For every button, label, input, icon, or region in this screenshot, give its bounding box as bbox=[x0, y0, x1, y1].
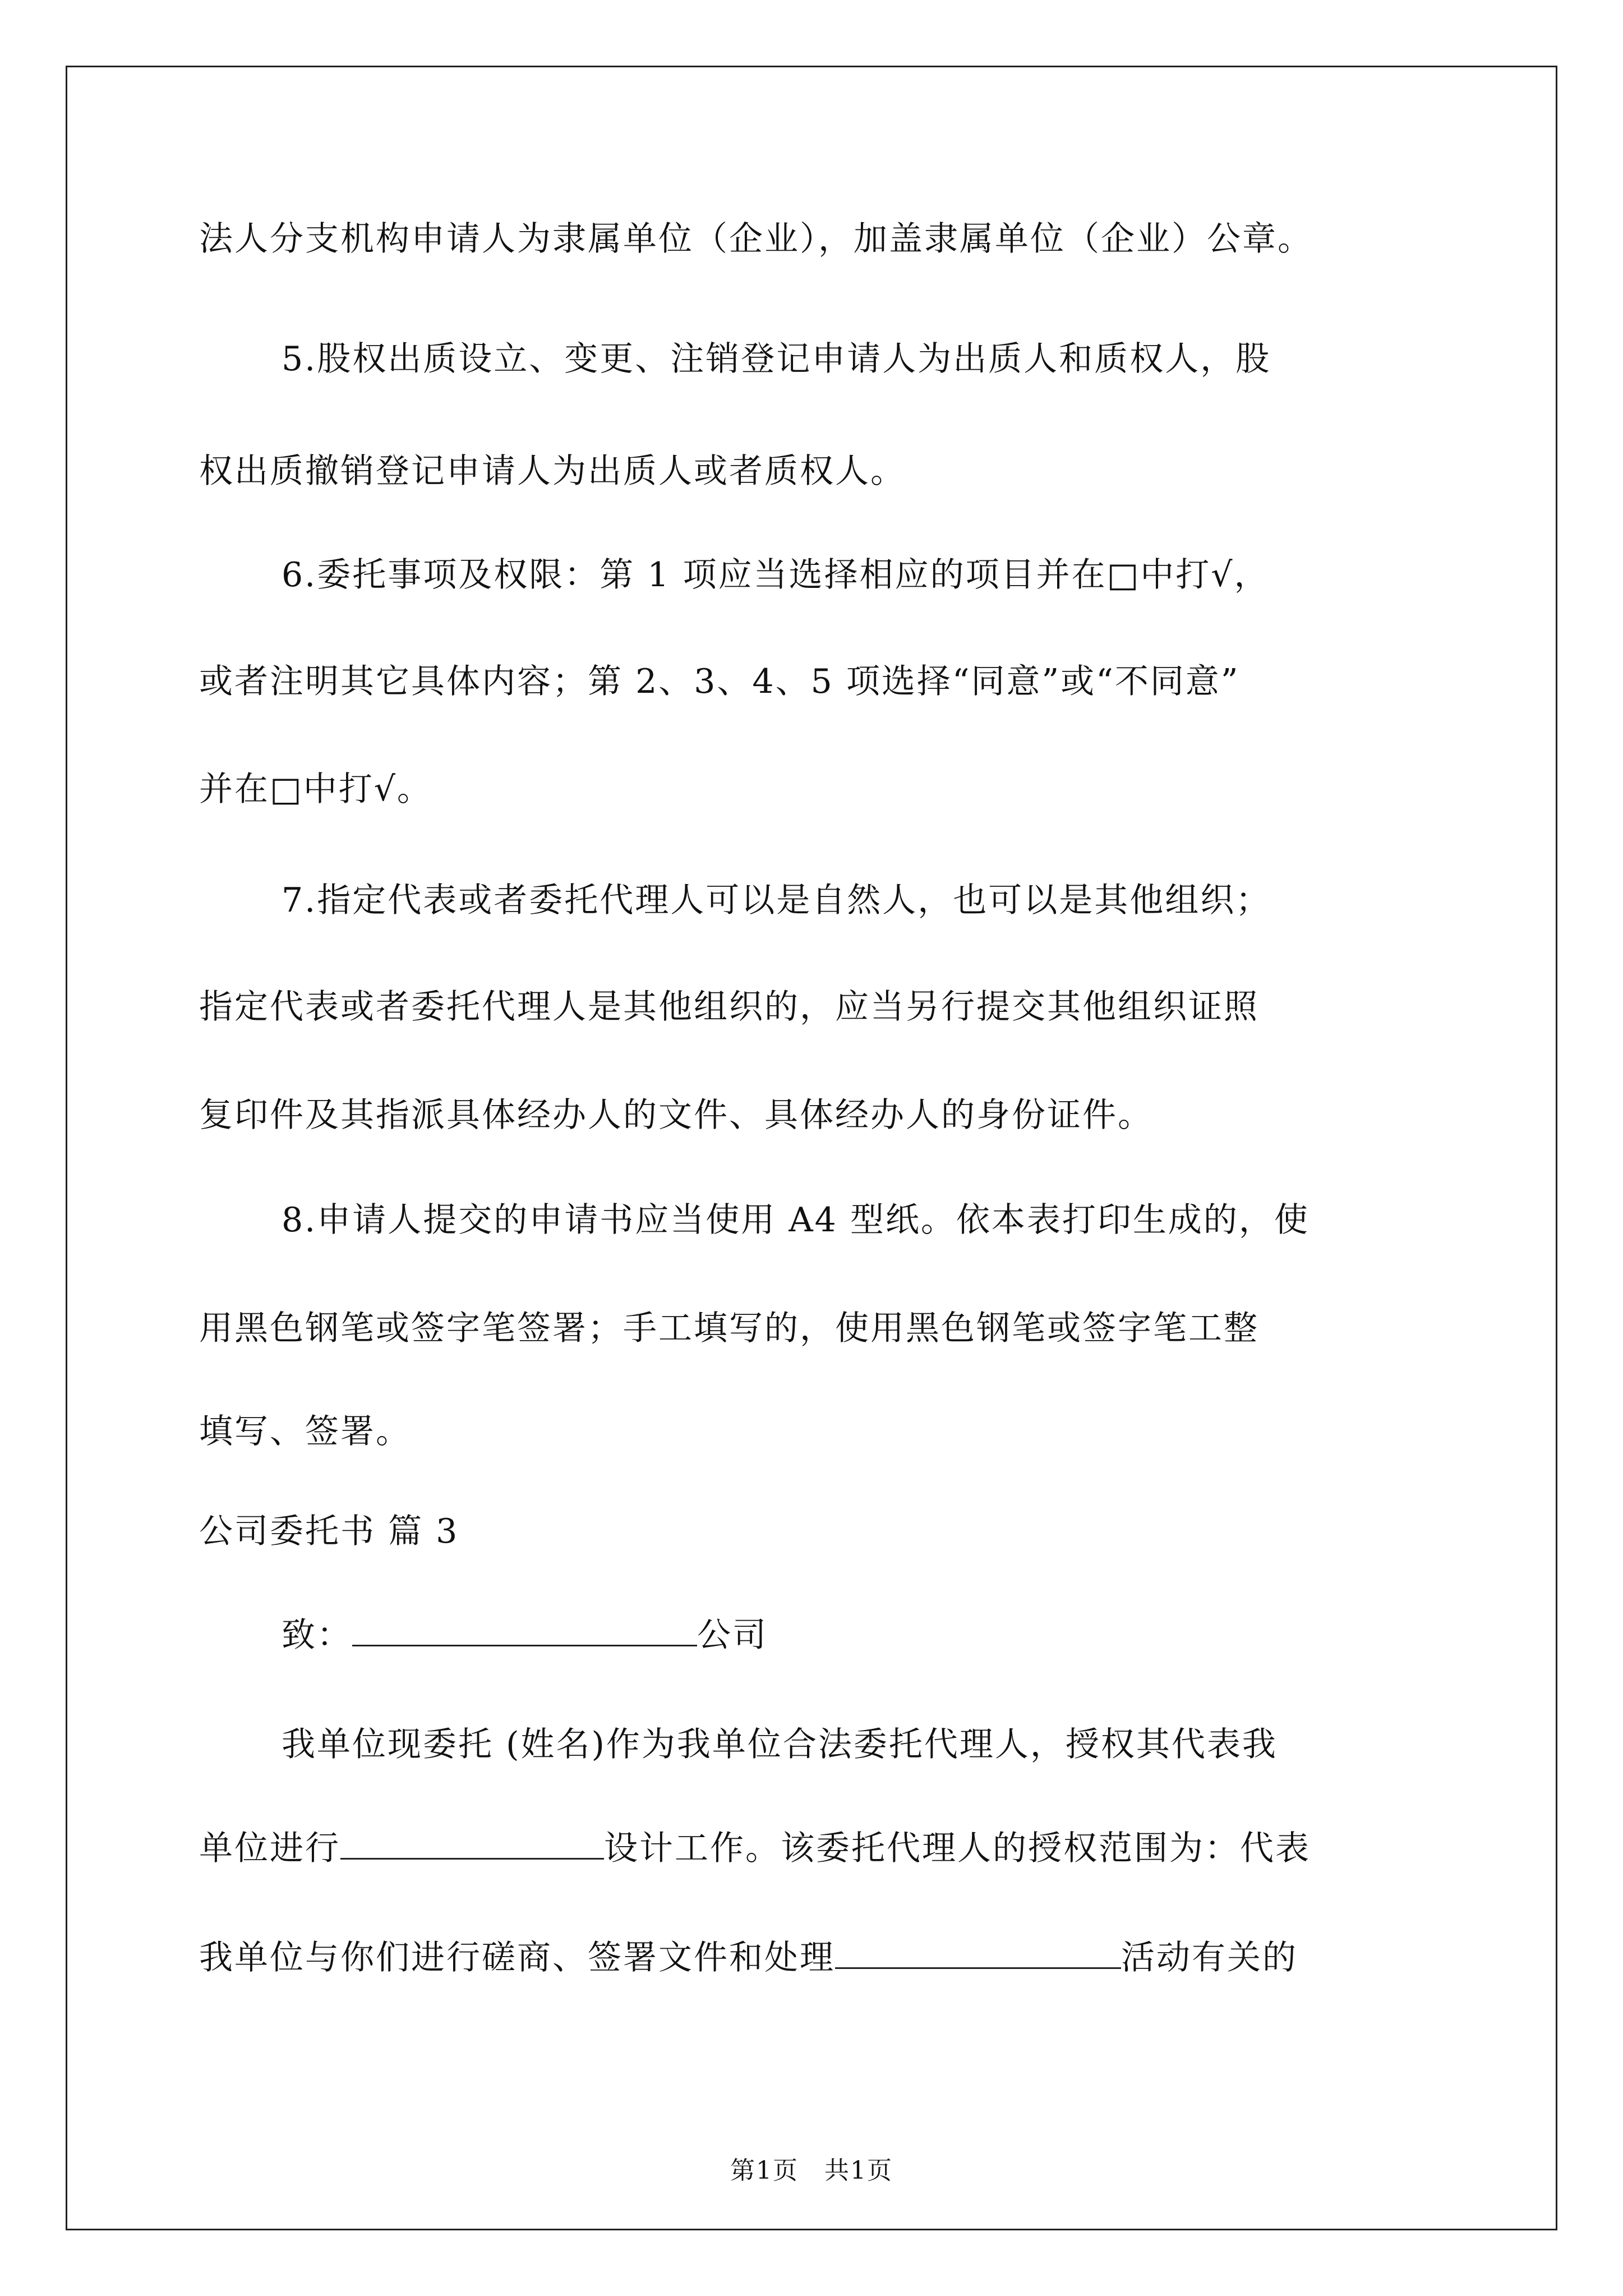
page-footer: 第1页 共1页 bbox=[730, 2156, 893, 2185]
activity-blank bbox=[835, 1932, 1121, 1969]
text-line-8: 指定代表或者委托代理人是其他组织的，应当另行提交其他组织证照 bbox=[199, 987, 1259, 1027]
recipient-prefix: 致： bbox=[282, 1616, 352, 1655]
work-blank bbox=[340, 1823, 604, 1860]
text-line-7: 7.指定代表或者委托代理人可以是自然人，也可以是其他组织； bbox=[282, 881, 1271, 920]
letter-body-line-2 bbox=[199, 1823, 1311, 1871]
text-line-9: 复印件及其指派具体经办人的文件、具体经办人的身份证件。 bbox=[199, 1096, 1153, 1135]
text-line-1: 法人分支机构申请人为隶属单位（企业），加盖隶属单位（企业）公章。 bbox=[199, 219, 1313, 259]
recipient-suffix: 公司 bbox=[697, 1616, 768, 1655]
text-line-5: 或者注明其它具体内容；第 2、3、4、5 项选择“同意”或“不同意” bbox=[199, 662, 1240, 701]
letter-body-line-3 bbox=[199, 1932, 1298, 1980]
text-line-2: 5.股权出质设立、变更、注销登记申请人为出质人和质权人，股 bbox=[282, 339, 1271, 379]
text-line-6: 并在□中打√。 bbox=[199, 770, 432, 809]
body-line-3-prefix: 我单位与你们进行磋商、签署文件和处理 bbox=[199, 1938, 835, 1977]
letter-body-line-1: 我单位现委托 (姓名)作为我单位合法委托代理人，授权其代表我 bbox=[282, 1725, 1278, 1764]
text-line-4: 6.委托事项及权限：第 1 项应当选择相应的项目并在□中打√， bbox=[282, 555, 1270, 595]
text-line-10: 8.申请人提交的申请书应当使用 A4 型纸。依本表打印生成的，使 bbox=[282, 1200, 1310, 1240]
text-line-3: 权出质撤销登记申请人为出质人或者质权人。 bbox=[199, 452, 906, 491]
recipient-blank bbox=[352, 1610, 697, 1646]
body-line-2-suffix: 设计工作。该委托代理人的授权范围为：代表 bbox=[604, 1829, 1311, 1868]
letter-recipient bbox=[282, 1610, 768, 1658]
text-line-12: 填写、签署。 bbox=[199, 1412, 411, 1451]
text-line-11: 用黑色钢笔或签字笔签署；手工填写的，使用黑色钢笔或签字笔工整 bbox=[199, 1309, 1259, 1348]
page-border bbox=[66, 66, 1557, 2230]
body-line-2-prefix: 单位进行 bbox=[199, 1829, 340, 1868]
section-title: 公司委托书 篇 3 bbox=[199, 1512, 459, 1551]
body-line-3-suffix: 活动有关的 bbox=[1121, 1938, 1298, 1977]
